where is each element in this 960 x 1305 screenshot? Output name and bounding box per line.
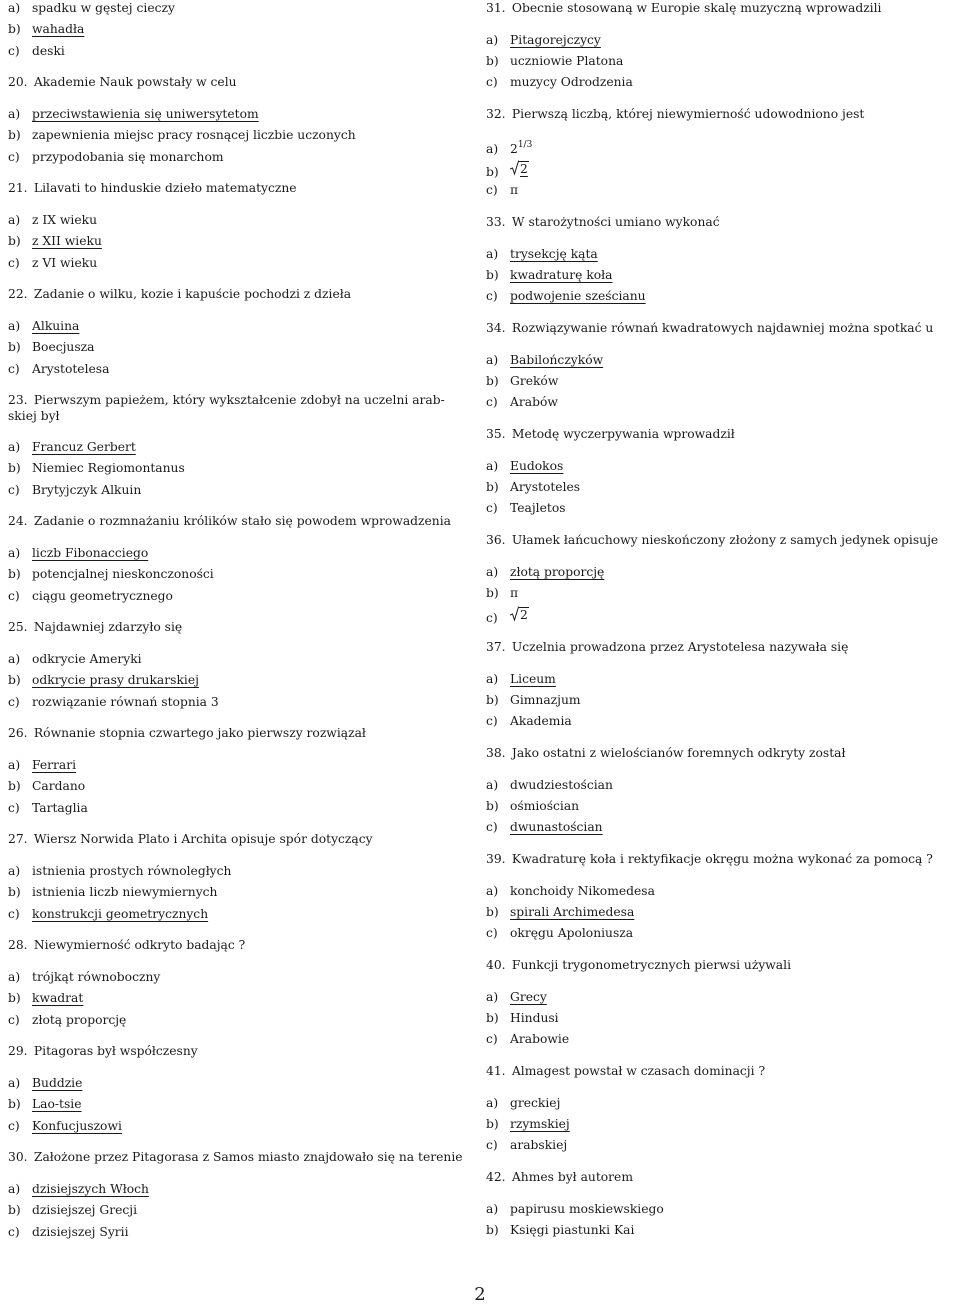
option-label: a) xyxy=(486,246,499,261)
answer-option xyxy=(486,137,532,157)
correct-answer-text: Grecy xyxy=(510,989,547,1004)
question-text: Akademie Nauk powstały w celu xyxy=(30,75,237,90)
answer-option xyxy=(486,1222,634,1238)
question xyxy=(8,831,373,847)
option-label: c) xyxy=(486,289,498,304)
answer-option xyxy=(8,694,219,710)
question-number: 28. xyxy=(8,938,28,953)
option-label: c) xyxy=(8,1012,20,1027)
option-text: dwudziestościan xyxy=(510,777,613,792)
option-label: a) xyxy=(486,564,499,579)
answer-option xyxy=(486,182,518,198)
question xyxy=(486,320,933,336)
answer-option xyxy=(8,566,214,582)
question xyxy=(8,286,351,302)
answer-option xyxy=(8,757,76,773)
option-text: papirusu moskiewskiego xyxy=(510,1201,664,1216)
option-label: c) xyxy=(8,361,20,376)
question-text: Pierwszą liczbą, której niewymierność udowodniono jest xyxy=(508,107,865,121)
option-text: Księgi piastunki Kai xyxy=(510,1223,635,1237)
question-number: 32. xyxy=(486,107,506,121)
answer-option xyxy=(486,74,633,90)
question-number: 35. xyxy=(486,427,506,441)
option-label: b) xyxy=(8,461,21,476)
answer-option xyxy=(8,106,259,122)
option-label: c) xyxy=(8,43,20,58)
question xyxy=(486,214,720,230)
question xyxy=(8,725,366,741)
option-label: b) xyxy=(486,905,499,919)
answer-option xyxy=(8,0,175,16)
option-label: b) xyxy=(486,1011,499,1025)
answer-option xyxy=(486,925,633,941)
question-number: 29. xyxy=(8,1044,28,1059)
option-text: Teajletos xyxy=(510,501,566,516)
question xyxy=(8,513,451,529)
correct-answer-text: przeciwstawienia się uniwersytetom xyxy=(32,107,259,121)
option-text: istnienia prostych równoległych xyxy=(32,864,232,878)
answer-option xyxy=(8,1096,82,1112)
option-label: b) xyxy=(486,586,499,600)
correct-answer-text: złotą proporcję xyxy=(510,564,605,579)
option-text: spadku w gęstej cieczy xyxy=(32,1,175,15)
option-text: odkrycie Ameryki xyxy=(32,652,142,666)
correct-answer-text: Babilończyków xyxy=(510,352,604,367)
answer-option xyxy=(8,482,141,498)
question-text: Najdawniej zdarzyło się xyxy=(30,620,183,635)
option-label: b) xyxy=(8,567,21,582)
option-text: przypodobania się monarchom xyxy=(32,149,224,164)
answer-option xyxy=(486,1095,560,1111)
option-label: c) xyxy=(8,694,20,709)
question-number: 40. xyxy=(486,958,506,972)
correct-answer-text: Lao-tsie xyxy=(32,1097,82,1112)
correct-answer-text: Konfucjuszowi xyxy=(32,1118,122,1133)
question-text: Uczelnia prowadzona przez Arystotelesa nazywała się xyxy=(508,640,849,654)
answer-option xyxy=(8,906,208,922)
option-text: arabskiej xyxy=(510,1138,568,1153)
question-text: Niewymierność odkryto badając ? xyxy=(30,938,246,953)
option-text: Boecjusza xyxy=(32,340,95,355)
option-text: deski xyxy=(32,43,65,58)
answer-option xyxy=(486,671,556,687)
answer-option xyxy=(8,233,102,249)
question-text: Zadanie o rozmnażaniu królików stało się powodem wprowadzenia xyxy=(30,514,451,529)
answer-option xyxy=(486,246,598,262)
correct-answer-text: spirali Archimedesa xyxy=(510,905,635,919)
option-text: złotą proporcję xyxy=(32,1012,127,1027)
question-number: 39. xyxy=(486,852,506,866)
answer-option xyxy=(486,352,603,368)
answer-option xyxy=(486,373,558,389)
option-text: Gimnazjum xyxy=(510,693,581,707)
option-label: b) xyxy=(8,1203,21,1218)
option-label: c) xyxy=(486,395,498,410)
question-number: 25. xyxy=(8,620,28,635)
option-text: istnienia liczb niewymiernych xyxy=(32,885,218,900)
correct-answer-text: dzisiejszych Włoch xyxy=(32,1182,149,1196)
correct-answer-text: dwunastościan xyxy=(510,820,603,835)
question-text: Ahmes był autorem xyxy=(508,1170,633,1184)
answer-option xyxy=(486,479,580,495)
option-label: a) xyxy=(486,1095,499,1110)
question-number: 36. xyxy=(486,533,506,547)
correct-answer-text: rzymskiej xyxy=(510,1117,570,1131)
option-label: b) xyxy=(486,693,499,707)
answer-option xyxy=(8,588,173,604)
question-text: Wiersz Norwida Plato i Archita opisuje spór dotyczący xyxy=(30,832,373,847)
option-label: a) xyxy=(486,671,499,686)
option-label: a) xyxy=(486,883,499,898)
answer-option xyxy=(486,713,572,729)
question-text: Kwadraturę koła i rektyfikacje okręgu można wykonać za pomocą ? xyxy=(508,852,933,866)
question-text: Jako ostatni z wielościanów foremnych odkryty został xyxy=(508,746,846,760)
answer-option xyxy=(486,798,579,814)
option-text: greckiej xyxy=(510,1095,561,1110)
answer-option xyxy=(8,884,217,900)
answer-option xyxy=(486,1201,664,1217)
question-number: 37. xyxy=(486,640,506,654)
option-text: Arystotelesa xyxy=(32,361,110,376)
option-label: a) xyxy=(8,1182,21,1196)
question-text: Pierwszym papieżem, który wykształcenie zdobył na uczelni arab- xyxy=(30,393,445,408)
option-text: Arabów xyxy=(510,395,558,410)
question-number: 30. xyxy=(8,1150,28,1165)
correct-answer-text: Eudokos xyxy=(510,458,564,473)
answer-option xyxy=(486,1137,567,1153)
answer-option xyxy=(486,585,518,601)
correct-answer-text: odkrycie prasy drukarskiej xyxy=(32,673,199,688)
option-label: a) xyxy=(486,989,499,1004)
option-text: Brytyjczyk Alkuin xyxy=(32,482,142,497)
option-label: b) xyxy=(8,340,21,355)
answer-option xyxy=(486,904,634,920)
correct-answer-text: wahadła xyxy=(32,22,85,37)
correct-answer-text: kwadrat xyxy=(32,991,84,1006)
answer-option xyxy=(486,564,604,580)
answer-option xyxy=(486,606,529,626)
question-number: 22. xyxy=(8,287,28,302)
answer-option xyxy=(486,160,529,180)
answer-option xyxy=(8,339,94,355)
correct-answer-text: konstrukcji geometrycznych xyxy=(32,906,209,921)
answer-option xyxy=(486,777,613,793)
answer-option xyxy=(8,318,79,334)
option-text: z VI wieku xyxy=(32,255,98,270)
option-label: a) xyxy=(8,652,21,666)
option-text: konchoidy Nikomedesa xyxy=(510,883,655,898)
option-label: c) xyxy=(486,611,498,626)
answer-option xyxy=(8,778,85,794)
option-label: b) xyxy=(486,799,499,813)
answer-option xyxy=(486,1116,570,1132)
answer-option xyxy=(486,692,581,708)
option-label: b) xyxy=(8,234,21,249)
answer-option xyxy=(486,1010,559,1026)
correct-answer-text: Alkuina xyxy=(32,319,80,333)
option-label: b) xyxy=(8,128,21,143)
answer-option xyxy=(8,1118,122,1134)
option-text: π xyxy=(510,183,519,198)
option-label: c) xyxy=(8,1118,20,1133)
question xyxy=(8,1149,463,1165)
question-text: Pitagoras był współczesny xyxy=(30,1044,198,1059)
option-text: potencjalnej nieskonczoności xyxy=(32,567,214,582)
answer-option xyxy=(486,883,655,899)
option-label: a) xyxy=(8,864,21,878)
option-text: dzisiejszej Syrii xyxy=(32,1224,129,1239)
answer-option xyxy=(8,969,160,985)
question-text-continued: skiej był xyxy=(8,409,60,424)
question xyxy=(486,1169,633,1185)
answer-option xyxy=(8,1181,149,1197)
option-label: b) xyxy=(8,22,21,37)
answer-option xyxy=(8,149,224,165)
option-label: b) xyxy=(486,480,499,494)
option-label: c) xyxy=(8,800,20,815)
option-label: a) xyxy=(486,777,499,792)
page-number: 2 xyxy=(474,1284,486,1305)
correct-answer-text: Ferrari xyxy=(32,758,77,772)
question-number: 31. xyxy=(486,1,506,15)
option-label: c) xyxy=(486,501,498,516)
option-text: rozwiązanie równań stopnia 3 xyxy=(32,694,219,709)
option-text: Hindusi xyxy=(510,1011,559,1025)
question-text: Obecnie stosowaną w Europie skalę muzyczną wprowadzili xyxy=(508,1,882,15)
option-label: b) xyxy=(8,779,21,794)
option-text: Arystoteles xyxy=(510,480,581,494)
option-label: a) xyxy=(8,319,21,333)
option-text: π xyxy=(510,586,519,600)
option-label: a) xyxy=(8,546,21,560)
answer-option xyxy=(486,1031,569,1047)
option-text: dzisiejszej Grecji xyxy=(32,1203,138,1218)
option-text: z IX wieku xyxy=(32,213,98,227)
answer-option xyxy=(8,361,109,377)
answer-option xyxy=(486,394,558,410)
question xyxy=(486,851,933,867)
option-label: c) xyxy=(486,1032,498,1047)
question xyxy=(486,532,938,548)
option-label: a) xyxy=(8,440,21,454)
option-label: b) xyxy=(8,885,21,900)
correct-answer-text: Buddzie xyxy=(32,1076,83,1090)
option-label: c) xyxy=(8,482,20,497)
correct-answer-text: Francuz Gerbert xyxy=(32,440,136,454)
answer-option xyxy=(8,800,88,816)
answer-option xyxy=(8,21,84,37)
answer-option xyxy=(8,460,185,476)
correct-answer-text: z XII wieku xyxy=(32,234,102,249)
question xyxy=(8,74,237,90)
option-label: b) xyxy=(486,54,499,68)
question xyxy=(486,639,848,655)
question-text: Funkcji trygonometrycznych pierwsi używali xyxy=(508,958,791,972)
question xyxy=(486,745,845,761)
option-text: ośmiościan xyxy=(510,799,580,813)
answer-option xyxy=(8,672,199,688)
question xyxy=(486,106,864,122)
correct-answer-text: kwadraturę koła xyxy=(510,268,613,282)
sqrt-sign-icon xyxy=(510,606,519,622)
answer-option xyxy=(8,651,142,667)
option-label: a) xyxy=(486,32,499,47)
correct-answer-text: Pitagorejczycy xyxy=(510,32,601,47)
option-label: c) xyxy=(486,1138,498,1153)
sqrt-expression xyxy=(510,160,529,176)
option-text: trójkąt równoboczny xyxy=(32,970,161,984)
question-number: 24. xyxy=(8,514,28,529)
answer-option xyxy=(486,267,613,283)
question-text: Ułamek łańcuchowy nieskończony złożony z samych jedynek opisuje xyxy=(508,533,939,547)
option-text: muzycy Odrodzenia xyxy=(510,75,633,90)
option-label: c) xyxy=(486,183,498,198)
sqrt-sign-icon xyxy=(510,160,519,176)
question xyxy=(8,180,297,196)
option-label: c) xyxy=(8,1224,20,1239)
question xyxy=(486,426,735,442)
option-label: a) xyxy=(8,970,21,984)
option-label: a) xyxy=(486,1201,499,1216)
answer-option xyxy=(8,990,83,1006)
question-text: W starożytności umiano wykonać xyxy=(508,215,720,229)
answer-option xyxy=(8,255,97,271)
correct-answer-text: Liceum xyxy=(510,671,556,686)
question-number: 20. xyxy=(8,75,28,90)
question-text: Lilavati to hinduskie dzieło matematyczne xyxy=(30,181,297,196)
answer-option xyxy=(8,863,231,879)
option-text: Akademia xyxy=(510,714,572,729)
option-text: uczniowie Platona xyxy=(510,54,624,68)
question-number: 27. xyxy=(8,832,28,847)
option-label: a) xyxy=(486,458,499,473)
answer-option xyxy=(8,127,356,143)
option-label: c) xyxy=(8,255,20,270)
option-label: b) xyxy=(486,1117,499,1131)
question-text: Założone przez Pitagorasa z Samos miasto znajdowało się na terenie xyxy=(30,1150,463,1165)
option-label: b) xyxy=(8,1097,21,1112)
question-number: 33. xyxy=(486,215,506,229)
answer-option xyxy=(8,439,136,455)
question-number: 41. xyxy=(486,1064,506,1078)
sqrt-radicand: 2 xyxy=(520,608,528,623)
option-label: b) xyxy=(486,165,499,179)
answer-option xyxy=(486,989,547,1005)
option-label: a) xyxy=(8,758,21,772)
question xyxy=(8,937,245,953)
question-text: Almagest powstał w czasach dominacji ? xyxy=(508,1064,766,1078)
question xyxy=(486,1063,765,1079)
option-exponent: 1/3 xyxy=(517,139,533,150)
question xyxy=(8,1043,198,1059)
option-label: a) xyxy=(8,1076,21,1090)
question xyxy=(8,619,182,635)
option-label: b) xyxy=(8,991,21,1006)
question xyxy=(486,957,791,973)
question xyxy=(8,392,473,424)
answer-option xyxy=(8,1075,82,1091)
question-text: Rozwiązywanie równań kwadratowych najdawniej można spotkać u xyxy=(508,321,934,335)
option-label: a) xyxy=(8,213,21,227)
sqrt-expression xyxy=(510,606,529,622)
option-label: b) xyxy=(486,268,499,282)
correct-answer-text: liczb Fibonacciego xyxy=(32,546,149,560)
option-label: c) xyxy=(486,714,498,729)
answer-option xyxy=(486,819,603,835)
option-label: b) xyxy=(486,374,499,388)
option-text: Tartaglia xyxy=(32,800,88,815)
question-text: Równanie stopnia czwartego jako pierwszy rozwiązał xyxy=(30,726,366,741)
answer-option xyxy=(8,1224,129,1240)
answer-option xyxy=(486,53,623,69)
option-label: b) xyxy=(8,673,21,688)
option-label: b) xyxy=(486,1223,499,1237)
option-label: c) xyxy=(486,820,498,835)
answer-option xyxy=(486,458,563,474)
correct-answer-text: trysekcję kąta xyxy=(510,246,598,261)
option-text: okręgu Apoloniusza xyxy=(510,926,634,941)
option-text: Cardano xyxy=(32,779,86,794)
option-label: a) xyxy=(8,1,21,15)
answer-option xyxy=(486,32,601,48)
sqrt-radicand: 2 xyxy=(520,162,528,176)
option-text: ciągu geometrycznego xyxy=(32,588,173,603)
answer-option xyxy=(486,288,646,304)
answer-option xyxy=(8,43,65,59)
question-number: 26. xyxy=(8,726,28,741)
option-label: c) xyxy=(8,149,20,164)
answer-option xyxy=(8,1012,126,1028)
question-text: Metodę wyczerpywania wprowadził xyxy=(508,427,735,441)
option-label: c) xyxy=(486,926,498,941)
option-text: zapewnienia miejsc pracy rosnącej liczbie uczonych xyxy=(32,128,356,143)
option-label: c) xyxy=(8,906,20,921)
answer-option xyxy=(8,545,148,561)
question-number: 23. xyxy=(8,393,28,408)
correct-answer-text: podwojenie sześcianu xyxy=(510,289,646,304)
question-text: Zadanie o wilku, kozie i kapuście pochodzi z dzieła xyxy=(30,287,352,302)
option-text: Arabowie xyxy=(510,1032,570,1047)
answer-option xyxy=(8,1202,137,1218)
question-number: 34. xyxy=(486,321,506,335)
option-label: a) xyxy=(486,141,499,156)
option-label: c) xyxy=(8,588,20,603)
question-number: 38. xyxy=(486,746,506,760)
option-text: $2^{1/3}$ xyxy=(510,139,533,156)
question xyxy=(486,0,881,16)
option-text: Greków xyxy=(510,374,559,388)
answer-option xyxy=(8,212,97,228)
question-number: 42. xyxy=(486,1170,506,1184)
answer-option xyxy=(486,500,566,516)
option-text: Niemiec Regiomontanus xyxy=(32,461,185,476)
option-label: a) xyxy=(486,352,499,367)
option-label: c) xyxy=(486,75,498,90)
question-number: 21. xyxy=(8,181,28,196)
option-label: a) xyxy=(8,107,21,121)
